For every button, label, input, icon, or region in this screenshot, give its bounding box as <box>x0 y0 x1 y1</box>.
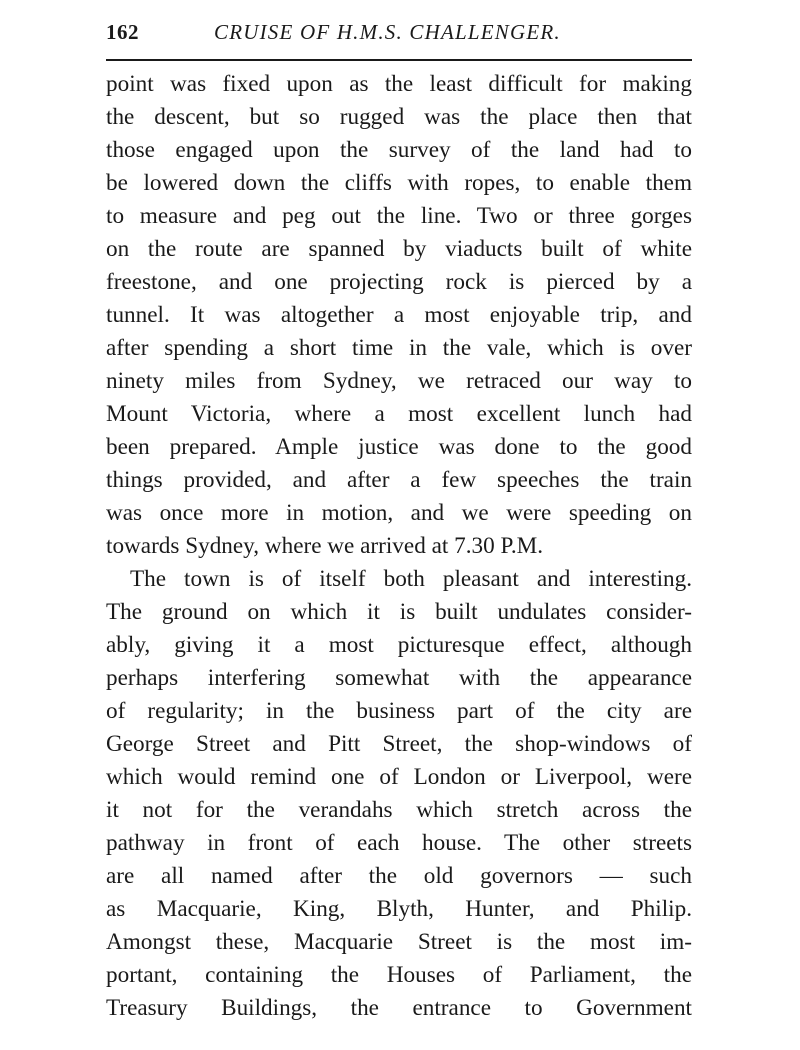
text-line: ninety miles from Sydney, we retraced our way to <box>106 368 692 394</box>
text-line: Amongst these, Macquarie Street is the most im- <box>106 929 692 955</box>
text-line: after spending a short time in the vale, which is over <box>106 335 692 361</box>
text-line: The ground on which it is built undulates consider- <box>106 599 692 625</box>
text-line: freestone, and one projecting rock is pierced by a <box>106 269 692 295</box>
text-line: it not for the verandahs which stretch across the <box>106 797 692 823</box>
page-header <box>106 18 692 52</box>
text-line: tunnel. It was altogether a most enjoyable trip, and <box>106 302 692 328</box>
text-line: perhaps interfering somewhat with the appearance <box>106 665 692 691</box>
body-text <box>106 68 692 1025</box>
text-line: George Street and Pitt Street, the shop-windows of <box>106 731 692 757</box>
text-line: was once more in motion, and we were speeding on <box>106 500 692 526</box>
text-line: are all named after the old governors — such <box>106 863 692 889</box>
paragraph <box>106 68 692 563</box>
text-line: pathway in front of each house. The other streets <box>106 830 692 856</box>
running-title: CRUISE OF H.M.S. CHALLENGER. <box>214 20 561 44</box>
text-line: ably, giving it a most picturesque effect, although <box>106 632 692 658</box>
text-line: be lowered down the cliffs with ropes, to enable them <box>106 170 692 196</box>
text-line: which would remind one of London or Liverpool, were <box>106 764 692 790</box>
text-line: on the route are spanned by viaducts built of white <box>106 236 692 262</box>
page-number: 162 <box>106 20 139 44</box>
text-line: been prepared. Ample justice was done to the good <box>106 434 692 460</box>
text-line: those engaged upon the survey of the land had to <box>106 137 692 163</box>
text-line: things provided, and after a few speeches the train <box>106 467 692 493</box>
text-line: point was fixed upon as the least difficult for making <box>106 71 692 97</box>
text-line: as Macquarie, King, Blyth, Hunter, and Philip. <box>106 896 692 922</box>
header-rule <box>106 59 692 61</box>
paragraph <box>106 563 692 1025</box>
text-line: of regularity; in the business part of the city are <box>106 698 692 724</box>
text-line: towards Sydney, where we arrived at 7.30 P.M. <box>106 533 544 559</box>
text-line: The town is of itself both pleasant and interesting. <box>130 566 692 592</box>
text-line: portant, containing the Houses of Parliament, the <box>106 962 692 988</box>
text-line: to measure and peg out the line. Two or three gorges <box>106 203 692 229</box>
text-line: the descent, but so rugged was the place then that <box>106 104 692 130</box>
text-line: Treasury Buildings, the entrance to Government <box>106 995 692 1021</box>
text-line: Mount Victoria, where a most excellent lunch had <box>106 401 692 427</box>
